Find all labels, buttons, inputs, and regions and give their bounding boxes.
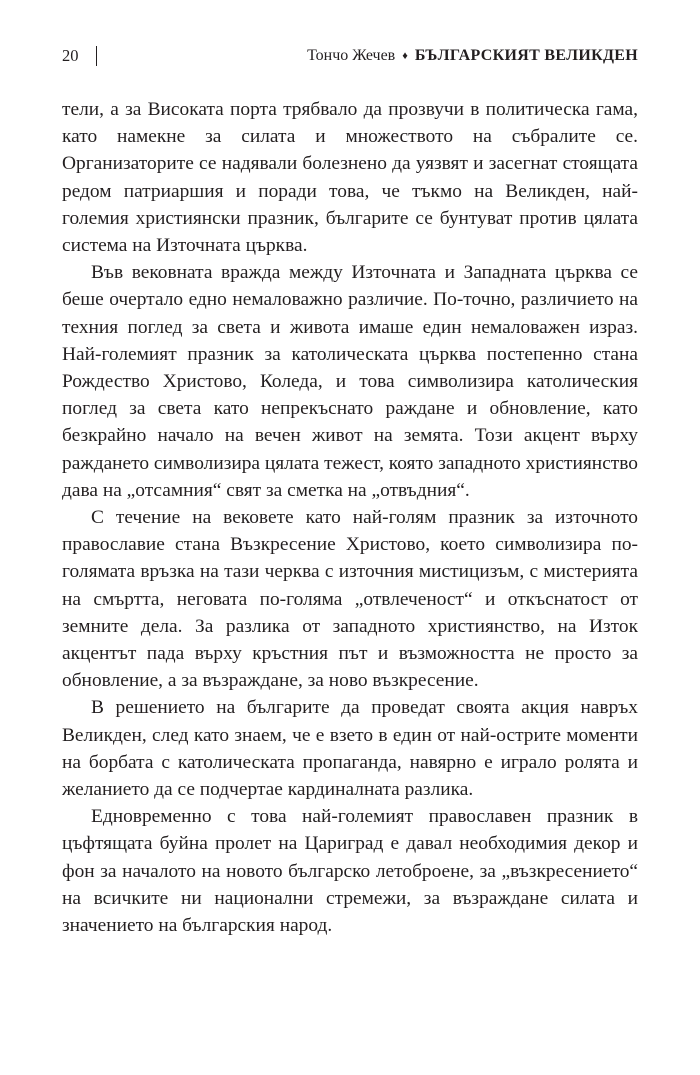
page-number: 20: [62, 46, 79, 65]
book-title: БЪЛГАРСКИЯТ ВЕЛИКДЕН: [414, 47, 638, 64]
running-head-right: [307, 44, 638, 69]
header-divider: [96, 46, 97, 66]
paragraph: тели, а за Високата порта трябвало да прозвучи в политическа гама, като намекне за силата и множеството на събралите се. Организаторите се надявали болезнено да уязвят и засегнат стоящата редом патриаршия и поради това, че тъкмо на Великден, най-големия християнски празник, българите се бунтуват против цялата система на Източната църква.: [62, 99, 638, 257]
paragraph: В решението на българите да проведат своята акция навръх Великден, след като знаем, че е взето в един от най-острите моменти на борбата с католическата пропаганда, навярно е играло ролята и желанието да се подчертае кардиналната разлика.: [62, 697, 638, 801]
paragraph: С течение на вековете като най-голям празник за източното православие стана Възкресение Христово, което символизира по-голямата връзка на тази черква с източния мистицизъм, с мистерията на смъртта, неговата по-голяма „отвлеченост“ и откъснатост от земните дела. За разлика от западното християнство, на Изток акцентът пада върху кръстния път и възможността не просто за обновление, а за възраждане, за ново възкресение.: [62, 507, 638, 692]
diamond-icon: ♦: [402, 50, 408, 62]
author-name: Тончо Жечев: [307, 47, 396, 64]
paragraph: Във вековната вражда между Източната и Западната църква се беше очертало едно немаловажно различие. По-точно, различието на техния поглед за света и живота имаше един немаловажен израз. Най-големият празник за католическата църква постепенно стана Рождество Христово, Коледа, и това символизира католическия поглед за света като непрекъснато раждане и обновление, като безкрайно начало на вечен живот на земята. Този акцент върху раждането символизира цялата тежест, която западното християнство дава на „отсамния“ свят за сметка на „отвъдния“.: [62, 262, 638, 501]
body-text: [62, 96, 638, 939]
paragraph: Едновременно с това най-големият православен празник в цъфтящата буйна пролет на Цариград е давал необходимия декор и фон за началото на новото българско летоброене, за „възкресението“ на всичките ни национални стремежи, за възраждане силата и значението на българския народ.: [62, 806, 638, 937]
running-head: [62, 44, 638, 68]
